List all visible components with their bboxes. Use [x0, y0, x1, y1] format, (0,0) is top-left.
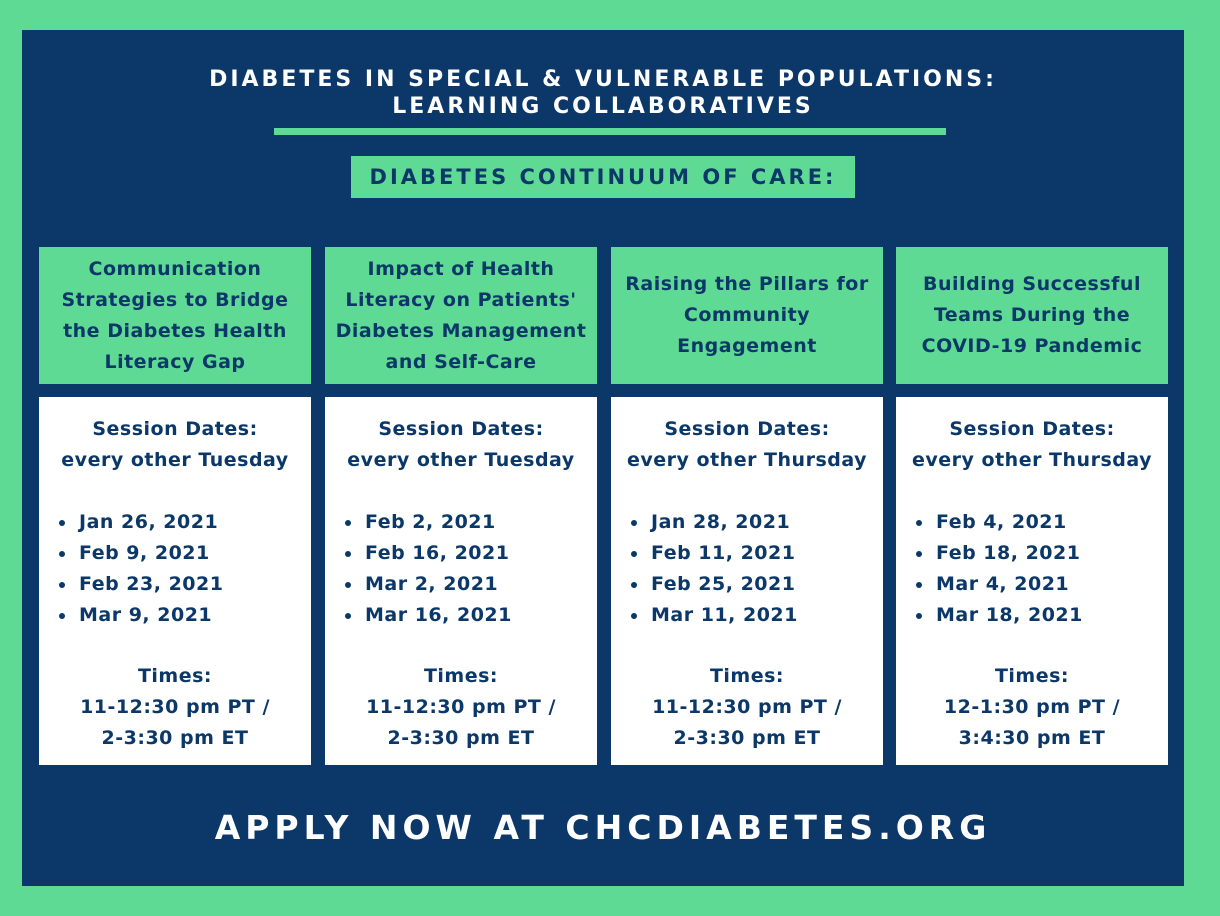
session-frequency: every other Thursday: [627, 449, 867, 471]
flyer-title: [22, 66, 1184, 120]
session-label: Session Dates:: [664, 418, 830, 440]
heading-line: Literacy on Patients': [345, 288, 577, 311]
session-date: Feb 23, 2021: [57, 569, 223, 600]
heading-line: Diabetes Management: [335, 319, 587, 342]
column-body-3: [611, 397, 883, 765]
session-date: Mar 11, 2021: [629, 600, 798, 631]
session-date: Mar 4, 2021: [914, 569, 1083, 600]
session-date: Mar 2, 2021: [343, 569, 512, 600]
flyer-panel: [22, 30, 1184, 886]
time-et: 2-3:30 pm ET: [673, 727, 821, 749]
heading-line: Teams During the: [933, 304, 1131, 326]
title-line-2: LEARNING COLLABORATIVES: [392, 94, 814, 119]
session-frequency: every other Tuesday: [347, 449, 575, 471]
heading-line: Literacy Gap: [104, 350, 246, 373]
session-times: [611, 661, 883, 754]
session-frequency: every other Thursday: [912, 449, 1152, 471]
apply-now-footer: APPLY NOW AT CHCDIABETES.ORG: [214, 808, 992, 847]
column-heading-3: [611, 247, 883, 384]
session-info: [325, 414, 597, 476]
session-date: Feb 9, 2021: [57, 538, 223, 569]
session-frequency: every other Tuesday: [61, 449, 289, 471]
session-info: [896, 414, 1168, 476]
session-info: [611, 414, 883, 476]
session-date: Feb 25, 2021: [629, 569, 798, 600]
session-date-list: [914, 507, 1083, 631]
session-times: [39, 661, 311, 754]
heading-line: Communication: [88, 257, 262, 280]
time-pt: 12-1:30 pm PT /: [943, 696, 1121, 718]
heading-line: the Diabetes Health: [63, 319, 287, 342]
session-times: [325, 661, 597, 754]
column-body-4: [896, 397, 1168, 765]
session-date-list: [343, 507, 512, 631]
title-divider: [274, 128, 946, 135]
column-heading-4: [896, 247, 1168, 384]
heading-line: and Self-Care: [385, 350, 537, 373]
session-date-list: [57, 507, 223, 631]
subtitle-banner: DIABETES CONTINUUM OF CARE:: [351, 156, 855, 198]
heading-line: COVID-19 Pandemic: [921, 335, 1143, 357]
time-pt: 11-12:30 pm PT /: [80, 696, 270, 718]
session-date: Mar 16, 2021: [343, 600, 512, 631]
time-pt: 11-12:30 pm PT /: [652, 696, 842, 718]
session-date: Feb 2, 2021: [343, 507, 512, 538]
heading-line: Engagement: [677, 335, 817, 357]
session-date: Feb 4, 2021: [914, 507, 1083, 538]
times-label: Times:: [709, 665, 785, 687]
session-date: Mar 18, 2021: [914, 600, 1083, 631]
heading-line: Community: [683, 304, 811, 326]
session-times: [896, 661, 1168, 754]
heading-line: Building Successful: [923, 273, 1141, 295]
session-date-list: [629, 507, 798, 631]
session-date: Feb 16, 2021: [343, 538, 512, 569]
heading-line: Strategies to Bridge: [61, 288, 289, 311]
time-pt: 11-12:30 pm PT /: [366, 696, 556, 718]
session-date: Jan 28, 2021: [629, 507, 798, 538]
session-label: Session Dates:: [378, 418, 544, 440]
session-info: [39, 414, 311, 476]
session-date: Feb 11, 2021: [629, 538, 798, 569]
title-line-1: DIABETES IN SPECIAL & VULNERABLE POPULATIONS:: [209, 67, 997, 92]
times-label: Times:: [137, 665, 213, 687]
column-heading-1: [39, 247, 311, 384]
time-et: 2-3:30 pm ET: [101, 727, 249, 749]
column-heading-2: [325, 247, 597, 384]
times-label: Times:: [994, 665, 1070, 687]
time-et: 3:4:30 pm ET: [958, 727, 1106, 749]
times-label: Times:: [423, 665, 499, 687]
heading-line: Impact of Health: [367, 257, 555, 280]
time-et: 2-3:30 pm ET: [387, 727, 535, 749]
session-date: Jan 26, 2021: [57, 507, 223, 538]
column-body-1: [39, 397, 311, 765]
session-label: Session Dates:: [92, 418, 258, 440]
session-label: Session Dates:: [949, 418, 1115, 440]
session-date: Mar 9, 2021: [57, 600, 223, 631]
heading-line: Raising the Pillars for: [625, 273, 869, 295]
column-body-2: [325, 397, 597, 765]
session-date: Feb 18, 2021: [914, 538, 1083, 569]
